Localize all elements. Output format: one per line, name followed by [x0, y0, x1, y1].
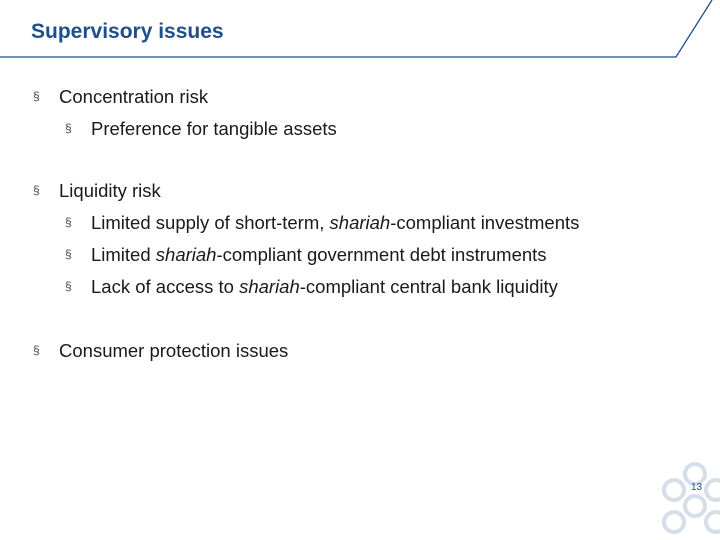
bullet-icon: §	[33, 343, 40, 357]
bullet-text: Concentration risk	[59, 86, 209, 107]
bullet-icon: §	[65, 215, 72, 229]
bullet-item-concentration-risk	[33, 86, 208, 108]
bullet-text: Liquidity risk	[59, 180, 161, 201]
sub-bullet-item	[65, 118, 337, 140]
bullet-item-liquidity-risk	[33, 180, 161, 202]
sub-bullet-item	[65, 276, 558, 298]
bullet-icon: §	[33, 183, 40, 197]
sub-bullet-text: Limited shariah-compliant government debt instruments	[91, 244, 547, 265]
sub-bullet-text: Lack of access to shariah-compliant central bank liquidity	[91, 276, 558, 297]
emphasis-text: shariah	[329, 212, 391, 233]
sub-bullet-item	[65, 244, 547, 266]
bullet-item-consumer-protection	[33, 340, 288, 362]
sub-bullet-item	[65, 212, 579, 234]
emphasis-text: shariah	[239, 276, 300, 297]
sub-bullet-text: Limited supply of short-term, shariah-compliant investments	[91, 212, 580, 233]
emphasis-text: shariah	[155, 244, 217, 265]
bullet-icon: §	[65, 279, 72, 293]
sub-bullet-text: Preference for tangible assets	[91, 118, 337, 139]
bullet-icon: §	[65, 121, 72, 135]
bullet-icon: §	[65, 247, 72, 261]
knot-ornament-icon	[640, 460, 720, 540]
bullet-text: Consumer protection issues	[59, 340, 289, 361]
slide-title: Supervisory issues	[31, 20, 224, 43]
page-number: 13	[691, 482, 703, 493]
bullet-icon: §	[33, 89, 40, 103]
